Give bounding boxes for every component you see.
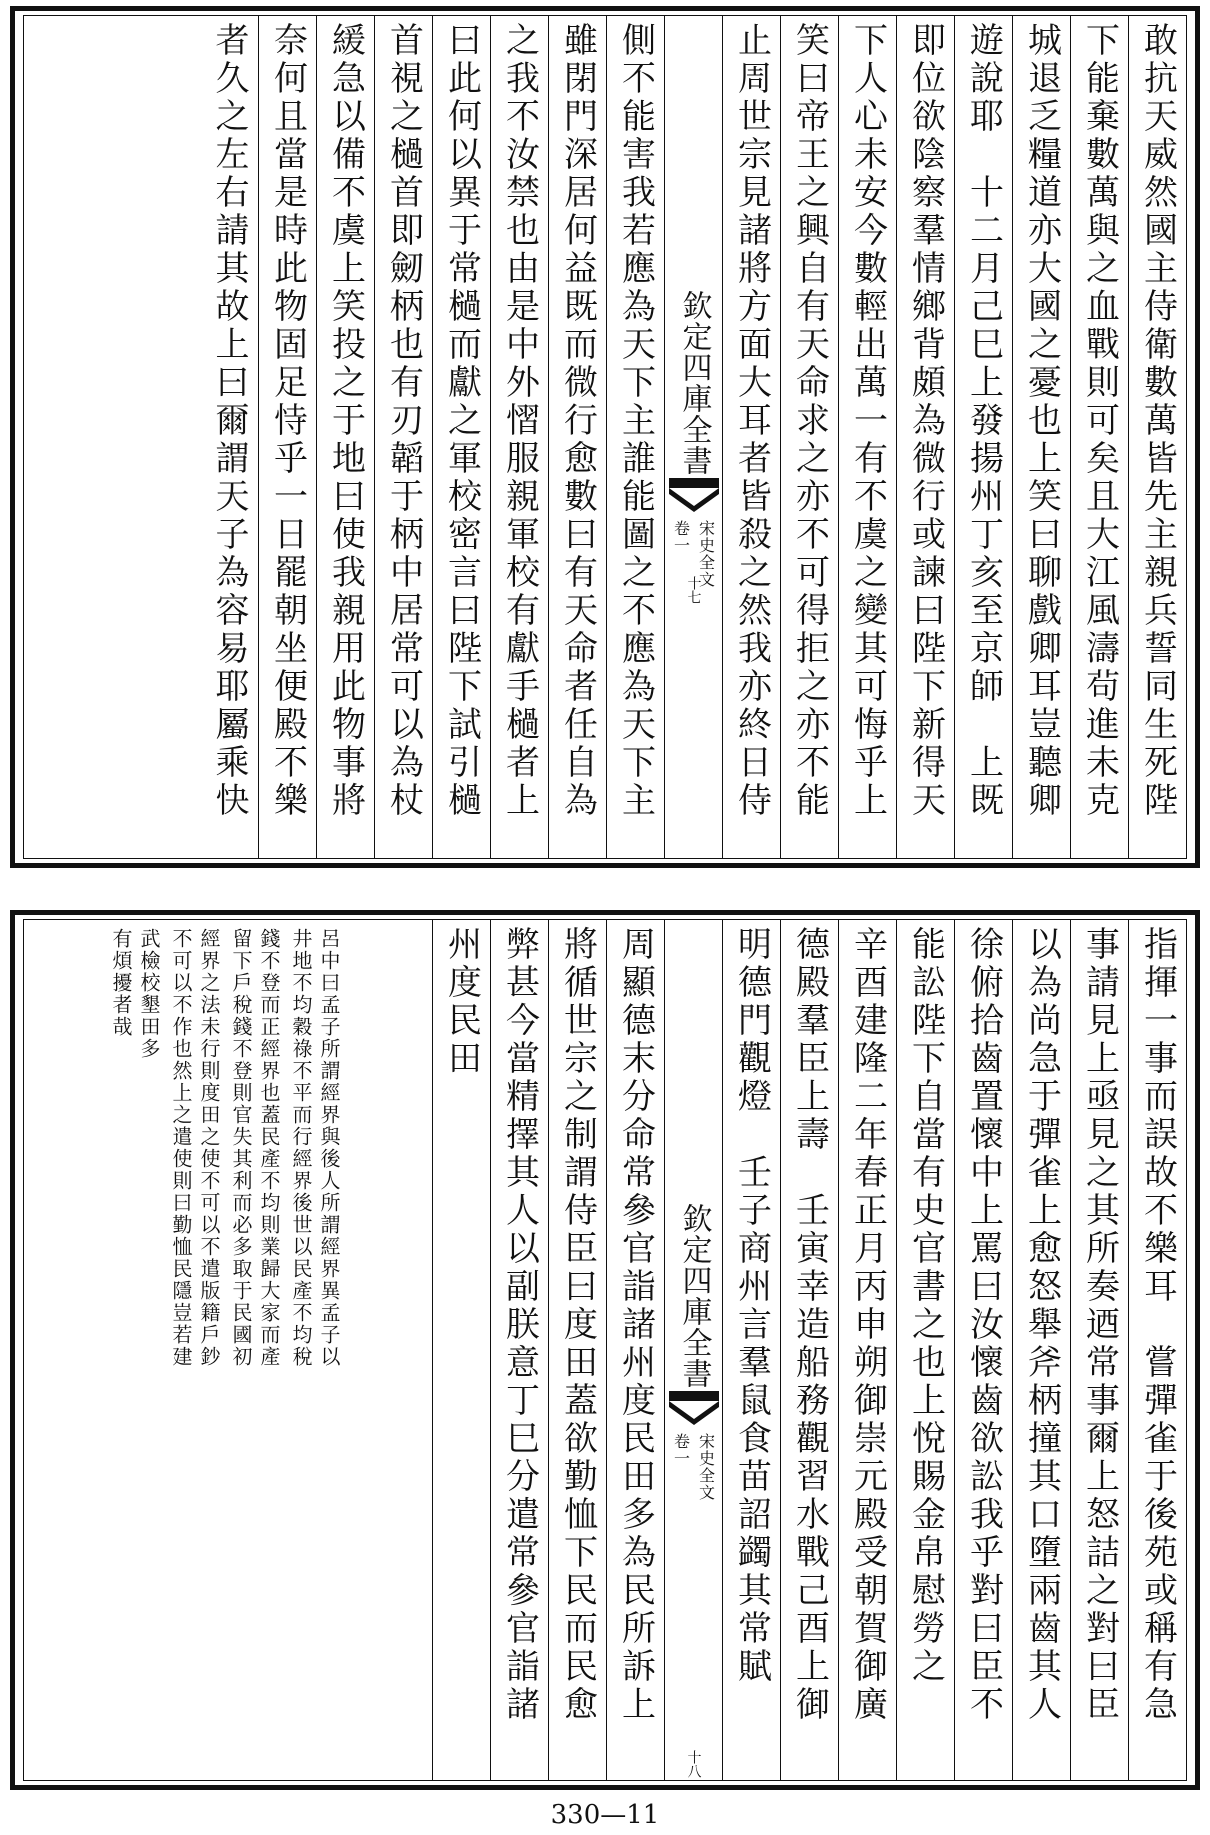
- volume-label: 卷一: [671, 1433, 691, 1467]
- column-text: 雖閉門深居何益既而微行愈數曰有天命者任自為: [557, 22, 598, 820]
- column-text: 下人心未安今數輕出萬一有不虞之變其可悔乎上: [847, 22, 888, 820]
- column-text: 德殿羣臣上壽 壬寅幸造船務觀習水戰己酉上御: [789, 926, 830, 1724]
- column-text: 下能棄數萬與之血戰則可矣且大江風濤茍進未克: [1079, 22, 1120, 820]
- column-text: 以為尚急于彈雀上愈怒舉斧柄撞其口墮兩齒其人: [1021, 926, 1062, 1724]
- text-column: [780, 16, 838, 858]
- center-fold-column: [664, 16, 722, 858]
- top-columns: [24, 16, 1186, 858]
- column-text: 即位欲陰察羣情鄉背頗為微行或諫曰陛下新得天: [905, 22, 946, 820]
- text-column: [722, 920, 780, 1780]
- column-text: 事請見上亟見之其所奏迺常事爾上怒詰之對曰臣: [1079, 926, 1120, 1724]
- text-column: [896, 16, 954, 858]
- note-line: 武檢校墾田多: [137, 928, 161, 1060]
- text-column: [258, 16, 316, 858]
- commentary-notes: [24, 920, 432, 1780]
- center-fold-column: [664, 920, 722, 1780]
- text-column: [316, 16, 374, 858]
- column-text: 城退乏糧道亦大國之憂也上笑曰聊戲卿耳豈聽卿: [1021, 22, 1062, 820]
- column-text: 之我不汝禁也由是中外慴服親軍校有獻手檛者上: [499, 22, 540, 820]
- volume-label: 卷一: [671, 520, 691, 554]
- text-column: [490, 920, 548, 1780]
- column-text: 明德門觀燈 壬子商州言羣鼠食苗詔蠲其常賦: [731, 926, 772, 1686]
- text-column: [606, 920, 664, 1780]
- column-text: 止周世宗見諸將方面大耳者皆殺之然我亦終日侍: [731, 22, 772, 820]
- text-column: [722, 16, 780, 858]
- column-text: 指揮一事而誤故不樂耳 嘗彈雀于後苑或稱有急: [1137, 926, 1178, 1724]
- collection-title: 欽定四庫全書: [676, 1203, 712, 1389]
- bottom-page-panel: [10, 910, 1200, 1790]
- text-column: [606, 16, 664, 858]
- text-column: [548, 16, 606, 858]
- column-text: 將循世宗之制謂侍臣曰度田蓋欲勤恤下民而民愈: [557, 926, 598, 1724]
- text-column: [838, 920, 896, 1780]
- text-column: [954, 920, 1012, 1780]
- text-column: [1012, 920, 1070, 1780]
- leaf-number: 十八: [685, 1750, 702, 1778]
- note-line: 井地不均穀祿不平而行經界後世以民產不均稅: [289, 928, 313, 1368]
- column-text: 首視之檛首即劒柄也有刃韜于柄中居常可以為杖: [383, 22, 424, 820]
- text-column: [1012, 16, 1070, 858]
- text-column: [838, 16, 896, 858]
- column-text: 笑曰帝王之興自有天命求之亦不可得拒之亦不能: [789, 22, 830, 820]
- note-line: 有煩擾者哉: [109, 928, 133, 1038]
- column-text: 辛酉建隆二年春正月丙申朔御崇元殿受朝賀御廣: [847, 926, 888, 1724]
- top-page-panel: [10, 6, 1200, 868]
- note-line: 不可以不作也然上之遣使則曰勤恤民隱豈若建: [169, 928, 193, 1368]
- column-text: 曰此何以異于常檛而獻之軍校密言曰陛下試引檛: [441, 22, 482, 820]
- column-text: 州度民田: [441, 926, 482, 1078]
- text-column: [374, 16, 432, 858]
- top-page-frame: [23, 15, 1187, 859]
- column-text: 者久之左右請其故上曰爾謂天子為容易耶屬乘快: [209, 22, 249, 820]
- column-text: 奈何且當是時此物固足恃乎一日罷朝坐便殿不樂: [267, 22, 308, 820]
- column-text: 周顯德末分命常參官詣諸州度民田多為民所訴上: [615, 926, 656, 1724]
- note-line: 留下戶稅錢不登則官失其利而必多取于民國初: [229, 928, 253, 1368]
- text-column: [954, 16, 1012, 858]
- fish-tail-mark-icon: [665, 1389, 723, 1429]
- text-column: [1070, 16, 1128, 858]
- column-text: 能訟陛下自當有史官書之也上悅賜金帛慰勞之: [905, 926, 946, 1686]
- text-column: [432, 16, 490, 858]
- text-column: [780, 920, 838, 1780]
- fish-tail-mark-icon: [665, 476, 723, 516]
- collection-title: 欽定四庫全書: [676, 290, 712, 476]
- column-text: 緩急以備不虞上笑投之于地曰使我親用此物事將: [325, 22, 366, 820]
- text-column: [548, 920, 606, 1780]
- text-column: [1128, 920, 1186, 1780]
- column-text: 遊說耶 十二月己巳上發揚州丁亥至京師 上既: [963, 22, 1004, 820]
- text-column: [1128, 16, 1186, 858]
- note-line: 呂中曰孟子所謂經界與後人所謂經界異孟子以: [317, 928, 341, 1368]
- note-line: 錢不登而正經界也蓋民產不均則業歸大家而產: [257, 928, 281, 1368]
- book-name: 宋史全文: [696, 520, 716, 588]
- text-column: [490, 16, 548, 858]
- column-text: 側不能害我若應為天下主誰能圖之不應為天下主: [615, 22, 656, 820]
- text-column: [432, 920, 490, 1780]
- book-name: 宋史全文: [696, 1433, 716, 1501]
- column-text: 敢抗天威然國主侍衛數萬皆先主親兵誓同生死陛: [1137, 22, 1178, 820]
- text-column: [200, 16, 258, 858]
- page-code: 330—11: [550, 1800, 660, 1830]
- column-text: 徐俯拾齒置懷中上罵曰汝懷齒欲訟我乎對曰臣不: [963, 926, 1004, 1724]
- text-column: [1070, 920, 1128, 1780]
- bottom-columns: [24, 920, 1186, 1780]
- bottom-page-frame: [23, 919, 1187, 1781]
- column-text: 弊甚今當精擇其人以副朕意丁巳分遣常參官詣諸: [499, 926, 540, 1724]
- text-column: [896, 920, 954, 1780]
- note-line: 經界之法未行則度田之使不可以不遣版籍戶鈔: [197, 928, 221, 1368]
- leaf-number: 十七: [685, 576, 702, 604]
